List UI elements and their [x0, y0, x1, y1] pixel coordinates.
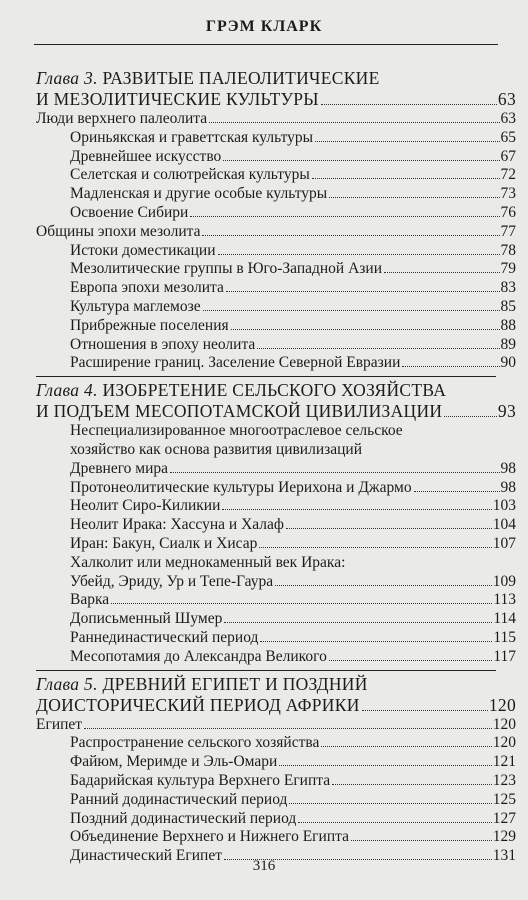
- leader-dots: [279, 765, 491, 766]
- entry-title: Раннединастический период: [70, 628, 259, 646]
- entry-title: Отношения в эпоху неолита: [70, 335, 256, 353]
- entry-page: 121: [492, 753, 516, 771]
- entry-page: 113: [493, 591, 516, 609]
- toc-entry: [36, 610, 516, 629]
- entry-title: Селетская и солютрейская культуры: [70, 166, 310, 184]
- entry-page: 85: [500, 297, 516, 315]
- toc-entry: [36, 204, 516, 223]
- toc-entry: [36, 573, 516, 592]
- entry-page: 129: [492, 828, 516, 846]
- entry-page: 117: [493, 647, 516, 665]
- leader-dots: [289, 803, 491, 804]
- entry-page: 88: [500, 316, 516, 334]
- entry-page: 115: [493, 628, 516, 646]
- entry-page: 72: [500, 166, 516, 184]
- table-of-contents: [36, 68, 516, 866]
- entry-title: Европа эпохи мезолита: [70, 279, 224, 297]
- toc-entry: [36, 148, 516, 167]
- toc-entry-line: Халколит или меднокаменный век Ирака:: [70, 553, 346, 571]
- toc-entry: [36, 260, 516, 279]
- toc-entry: [36, 535, 516, 554]
- chapter-4-title-line-1: ИЗОБРЕТЕНИЕ СЕЛЬСКОГО ХОЗЯЙСТВА: [102, 380, 447, 401]
- leader-dots: [321, 104, 497, 105]
- entry-page: 98: [500, 459, 516, 477]
- chapter-3-page: 63: [497, 89, 516, 109]
- entry-title: Древнейшее искусство: [70, 147, 222, 165]
- toc-entry: [36, 828, 516, 847]
- entry-page: 89: [500, 335, 516, 353]
- entry-page: 79: [500, 260, 516, 278]
- leader-dots: [260, 641, 492, 642]
- entry-page: 83: [500, 279, 516, 297]
- toc-entry: [36, 591, 516, 610]
- toc-entry: [36, 354, 516, 373]
- entry-title: Объединение Верхнего и Нижнего Египта: [70, 828, 349, 846]
- section-divider: [36, 376, 496, 377]
- leader-dots: [362, 710, 488, 711]
- entry-title: Месопотамия до Александра Великого: [70, 647, 327, 665]
- leader-dots: [286, 528, 492, 529]
- entry-page: 109: [492, 572, 516, 590]
- toc-entry: [36, 810, 516, 829]
- leader-dots: [84, 728, 492, 729]
- leader-dots: [222, 509, 491, 510]
- chapter-4-title-line-2: И ПОДЪЕМ МЕСОПОТАМСКОЙ ЦИВИЛИЗАЦИИ: [36, 401, 443, 422]
- leader-dots: [218, 254, 500, 255]
- toc-entry: [36, 460, 516, 479]
- entry-title: Люди верхнего палеолита: [36, 110, 208, 127]
- chapter-5-heading: [36, 674, 516, 716]
- entry-page: 104: [492, 516, 516, 534]
- leader-dots: [111, 603, 492, 604]
- chapter-4-label: Глава 4.: [36, 380, 98, 401]
- toc-entry: [36, 753, 516, 772]
- entry-title: Ранний додинастический период: [70, 790, 288, 808]
- leader-dots: [329, 197, 499, 198]
- entry-title: Неолит Сиро-Киликии: [70, 497, 221, 515]
- toc-entry: [36, 242, 516, 261]
- leader-dots: [224, 622, 492, 623]
- entry-page: 131: [492, 847, 516, 865]
- entry-title: Поздний додинастический период: [70, 809, 297, 827]
- entry-title: Убейд, Эриду, Ур и Тепе-Гаура: [70, 572, 274, 590]
- leader-dots: [321, 746, 491, 747]
- toc-entry-line: Неспециализированное многоотраслевое сельское: [70, 422, 403, 440]
- leader-dots: [190, 216, 499, 217]
- entry-title: Дописьменный Шумер: [70, 610, 223, 628]
- toc-entry: [36, 716, 516, 735]
- toc-entry: [36, 166, 516, 185]
- entry-page: 120: [492, 715, 516, 733]
- entry-title: Распространение сельского хозяйства: [70, 734, 320, 752]
- chapter-3-title-line-2: И МЕЗОЛИТИЧЕСКИЕ КУЛЬТУРЫ: [36, 89, 319, 109]
- entry-title: Династический Египет: [70, 847, 222, 865]
- leader-dots: [312, 178, 500, 179]
- entry-title: Бадарийская культура Верхнего Египта: [70, 771, 331, 789]
- leader-dots: [329, 660, 492, 661]
- chapter-5-page: 120: [488, 694, 516, 715]
- entry-title: Общины эпохи мезолита: [36, 222, 201, 240]
- entry-title: Мадленская и другие особые культуры: [70, 185, 328, 203]
- chapter-4-heading: [36, 380, 516, 422]
- toc-entry: [36, 629, 516, 648]
- leader-dots: [203, 310, 500, 311]
- entry-page: 120: [492, 734, 516, 752]
- toc-entry: [36, 279, 516, 298]
- leader-dots: [226, 291, 500, 292]
- leader-dots: [202, 235, 499, 236]
- leader-dots: [444, 416, 497, 417]
- toc-entry: [36, 734, 516, 753]
- entry-page: 125: [492, 790, 516, 808]
- entry-page: 78: [500, 241, 516, 259]
- toc-entry: [36, 479, 516, 498]
- entry-page: 65: [500, 128, 516, 146]
- entry-title: Иран: Бакун, Сиалк и Хисар: [70, 534, 258, 552]
- leader-dots: [231, 329, 500, 330]
- entry-page: 107: [492, 534, 516, 552]
- toc-entry: [36, 223, 516, 242]
- entry-title: Расширение границ. Заселение Северной Евразии: [70, 354, 401, 372]
- entry-page: 63: [500, 110, 516, 127]
- chapter-5-title-line-1: ДРЕВНИЙ ЕГИПЕТ И ПОЗДНИЙ: [102, 673, 368, 694]
- entry-title: Файюм, Меримде и Эль-Омари: [70, 753, 278, 771]
- leader-dots: [275, 585, 492, 586]
- toc-entry: [36, 317, 516, 336]
- chapter-3-title-line-1: РАЗВИТЫЕ ПАЛЕОЛИТИЧЕСКИЕ: [102, 68, 380, 88]
- chapter-4-page: 93: [497, 401, 516, 422]
- chapter-3-label: Глава 3.: [36, 68, 98, 88]
- leader-dots: [259, 547, 491, 548]
- page-number: 316: [252, 858, 276, 874]
- entry-title: Истоки доместикации: [70, 241, 216, 259]
- toc-entry: [36, 791, 516, 810]
- leader-dots: [384, 272, 499, 273]
- toc-entry: [36, 129, 516, 148]
- leader-dots: [402, 366, 499, 367]
- entry-page: 76: [500, 203, 516, 221]
- toc-entry: [36, 516, 516, 535]
- entry-title: Культура маглемозе: [70, 297, 201, 315]
- entry-title: Мезолитические группы в Юго-Западной Азии: [70, 260, 383, 278]
- chapter-3-heading: [36, 68, 516, 110]
- entry-title: Прибрежные поселения: [70, 316, 229, 334]
- entry-page: 127: [492, 809, 516, 827]
- entry-title: Неолит Ирака: Хассуна и Халаф: [70, 516, 284, 534]
- entry-page: 90: [500, 354, 516, 372]
- entry-page: 98: [500, 478, 516, 496]
- running-head: ГРЭМ КЛАРК: [205, 18, 323, 35]
- entry-page: 73: [500, 185, 516, 203]
- entry-page: 67: [500, 147, 516, 165]
- entry-title: Освоение Сибири: [70, 203, 189, 221]
- toc-entry: [36, 497, 516, 516]
- toc-entry: [36, 772, 516, 791]
- entry-page: 123: [492, 771, 516, 789]
- section-divider: [36, 670, 496, 671]
- chapter-5-label: Глава 5.: [36, 673, 98, 694]
- entry-page: 103: [492, 497, 516, 515]
- header-rule: [34, 44, 498, 45]
- toc-entry: [36, 336, 516, 355]
- leader-dots: [315, 141, 499, 142]
- toc-entry: [36, 648, 516, 667]
- entry-title: Египет: [36, 715, 83, 733]
- entry-page: 114: [493, 610, 516, 628]
- toc-entry: [36, 185, 516, 204]
- entry-title: Ориньякская и граветтская культуры: [70, 128, 314, 146]
- toc-entry: [36, 298, 516, 317]
- leader-dots: [298, 822, 491, 823]
- entry-title: Протонеолитические культуры Иерихона и Джармо: [70, 478, 412, 496]
- entry-page: 77: [500, 222, 516, 240]
- entry-title: Варка: [70, 591, 110, 609]
- entry-title: Древнего мира: [70, 459, 169, 477]
- leader-dots: [170, 472, 499, 473]
- toc-entry: [36, 110, 516, 129]
- leader-dots: [223, 160, 499, 161]
- leader-dots: [257, 348, 499, 349]
- chapter-5-title-line-2: ДОИСТОРИЧЕСКИЙ ПЕРИОД АФРИКИ: [36, 694, 360, 715]
- leader-dots: [414, 491, 500, 492]
- leader-dots: [351, 840, 492, 841]
- toc-entry-line: хозяйство как основа развития цивилизаций: [70, 440, 363, 458]
- leader-dots: [209, 122, 499, 123]
- leader-dots: [332, 784, 492, 785]
